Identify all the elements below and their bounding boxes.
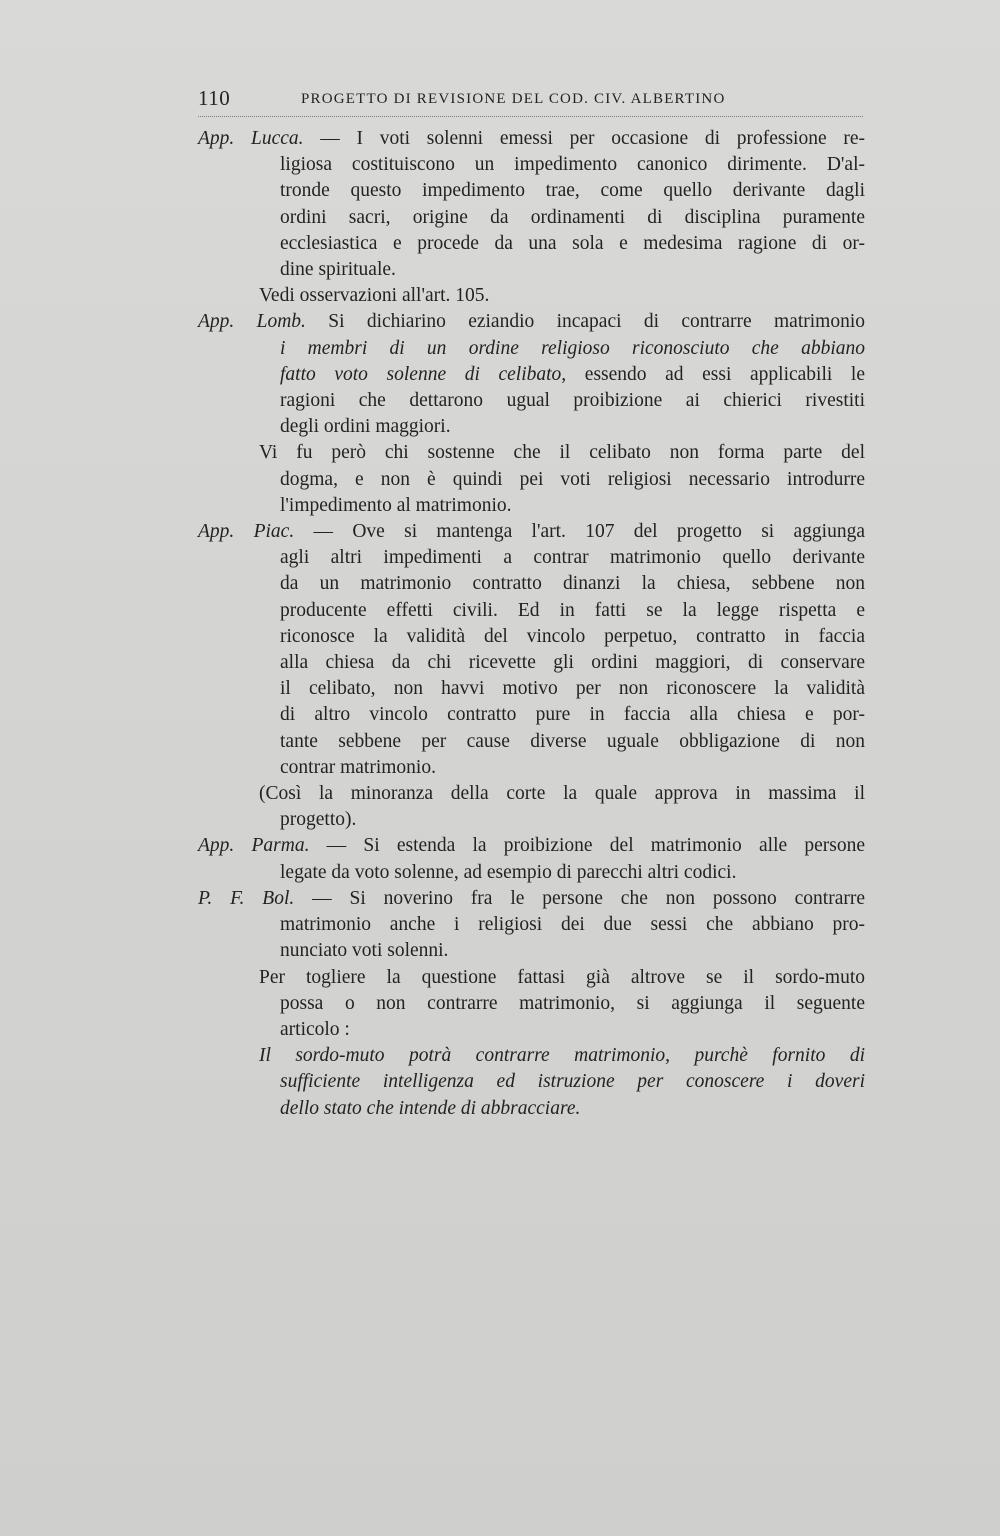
text-line: ecclesiastica e procede da una sola e medesima ragione di or- — [280, 232, 865, 254]
entry-pf-bol — [198, 886, 865, 1122]
text-line: ordini sacri, origine da ordinamenti di disciplina puramente — [280, 206, 865, 228]
text-line: degli ordini maggiori. — [280, 416, 451, 438]
text-line: P. F. Bol. — Si noverino fra le persone che non possono contrarre — [198, 887, 865, 909]
text-line: contrar matrimonio. — [280, 756, 436, 778]
text-line: App. Parma. — Si estenda la proibizione del matrimonio alle persone — [198, 835, 865, 857]
body-text — [198, 126, 865, 1122]
text-line: riconosce la validità del vincolo perpetuo, contratto in faccia — [280, 625, 865, 647]
entry-app-lomb — [198, 309, 865, 519]
text-line: ragioni che dettarono ugual proibizione ai chierici rivestiti — [280, 390, 865, 412]
text-line: ligiosa costituiscono un impedimento canonico dirimente. D'al- — [280, 154, 865, 176]
entry-label: App. Lomb. — [198, 311, 306, 333]
text-line: alla chiesa da chi ricevette gli ordini maggiori, di conservare — [280, 652, 865, 674]
text-line: tronde questo impedimento trae, come quello derivante dagli — [280, 180, 865, 202]
cross-reference-note: Vedi osservazioni all'art. 105. — [259, 285, 490, 307]
text-line: fatto voto solenne di celibato, essendo ad essi applicabili le — [280, 363, 865, 385]
proposed-article-line: dello stato che intende di abbracciare. — [280, 1097, 581, 1119]
entry-app-parma — [198, 833, 865, 885]
entry-label: P. F. Bol. — [198, 887, 295, 909]
text-line: tante sebbene per cause diverse uguale obbligazione di non — [280, 730, 865, 752]
proposed-article-line: Il sordo-muto potrà contrarre matrimonio, purchè fornito di — [259, 1045, 865, 1067]
text-line: App. Lomb. Si dichiarino eziandio incapaci di contrarre matrimonio — [198, 311, 865, 333]
text-line: matrimonio anche i religiosi dei due sessi che abbiano pro- — [280, 914, 865, 936]
page-number: 110 — [198, 86, 231, 110]
text-line: App. Lucca. — I voti solenni emessi per occasione di professione re- — [198, 128, 865, 149]
page-header — [198, 86, 863, 117]
text-line: progetto). — [280, 809, 357, 831]
running-head: PROGETTO DI REVISIONE DEL COD. CIV. ALBERTINO — [301, 91, 726, 107]
text-line: Per togliere la questione fattasi già altrove se il sordo-muto — [259, 966, 865, 988]
text-line: producente effetti civili. Ed in fatti se la legge rispetta e — [280, 599, 865, 621]
entry-label: App. Parma. — [198, 835, 310, 857]
text-line: da un matrimonio contratto dinanzi la chiesa, sebbene non — [280, 573, 865, 595]
text-line: i membri di un ordine religioso riconosciuto che abbiano — [280, 337, 865, 359]
text-line: possa o non contrarre matrimonio, si aggiunga il seguente — [280, 992, 865, 1014]
text-line: Vi fu però chi sostenne che il celibato non forma parte del — [259, 442, 865, 464]
text-line: di altro vincolo contratto pure in faccia alla chiesa e por- — [280, 704, 865, 726]
entry-app-lucca — [198, 126, 865, 309]
entry-label: App. Lucca. — [198, 128, 304, 149]
text-line: l'impedimento al matrimonio. — [280, 494, 512, 516]
text-line: articolo : — [280, 1018, 350, 1040]
text-line: agli altri impedimenti a contrar matrimonio quello derivante — [280, 547, 865, 569]
proposed-article-line: sufficiente intelligenza ed istruzione per conoscere i doveri — [280, 1071, 865, 1093]
text-line: App. Piac. — Ove si mantenga l'art. 107 del progetto si aggiunga — [198, 521, 865, 543]
text-line: (Così la minoranza della corte la quale approva in massima il — [259, 783, 865, 805]
text-line: il celibato, non havvi motivo per non riconoscere la validità — [280, 678, 865, 700]
text-line: nunciato voti solenni. — [280, 940, 449, 962]
text-line: dine spirituale. — [280, 259, 396, 281]
entry-app-piac — [198, 519, 865, 833]
text-line: dogma, e non è quindi pei voti religiosi necessario introdurre — [280, 468, 865, 490]
entry-label: App. Piac. — [198, 521, 295, 543]
text-line: legate da voto solenne, ad esempio di parecchi altri codici. — [280, 861, 737, 883]
